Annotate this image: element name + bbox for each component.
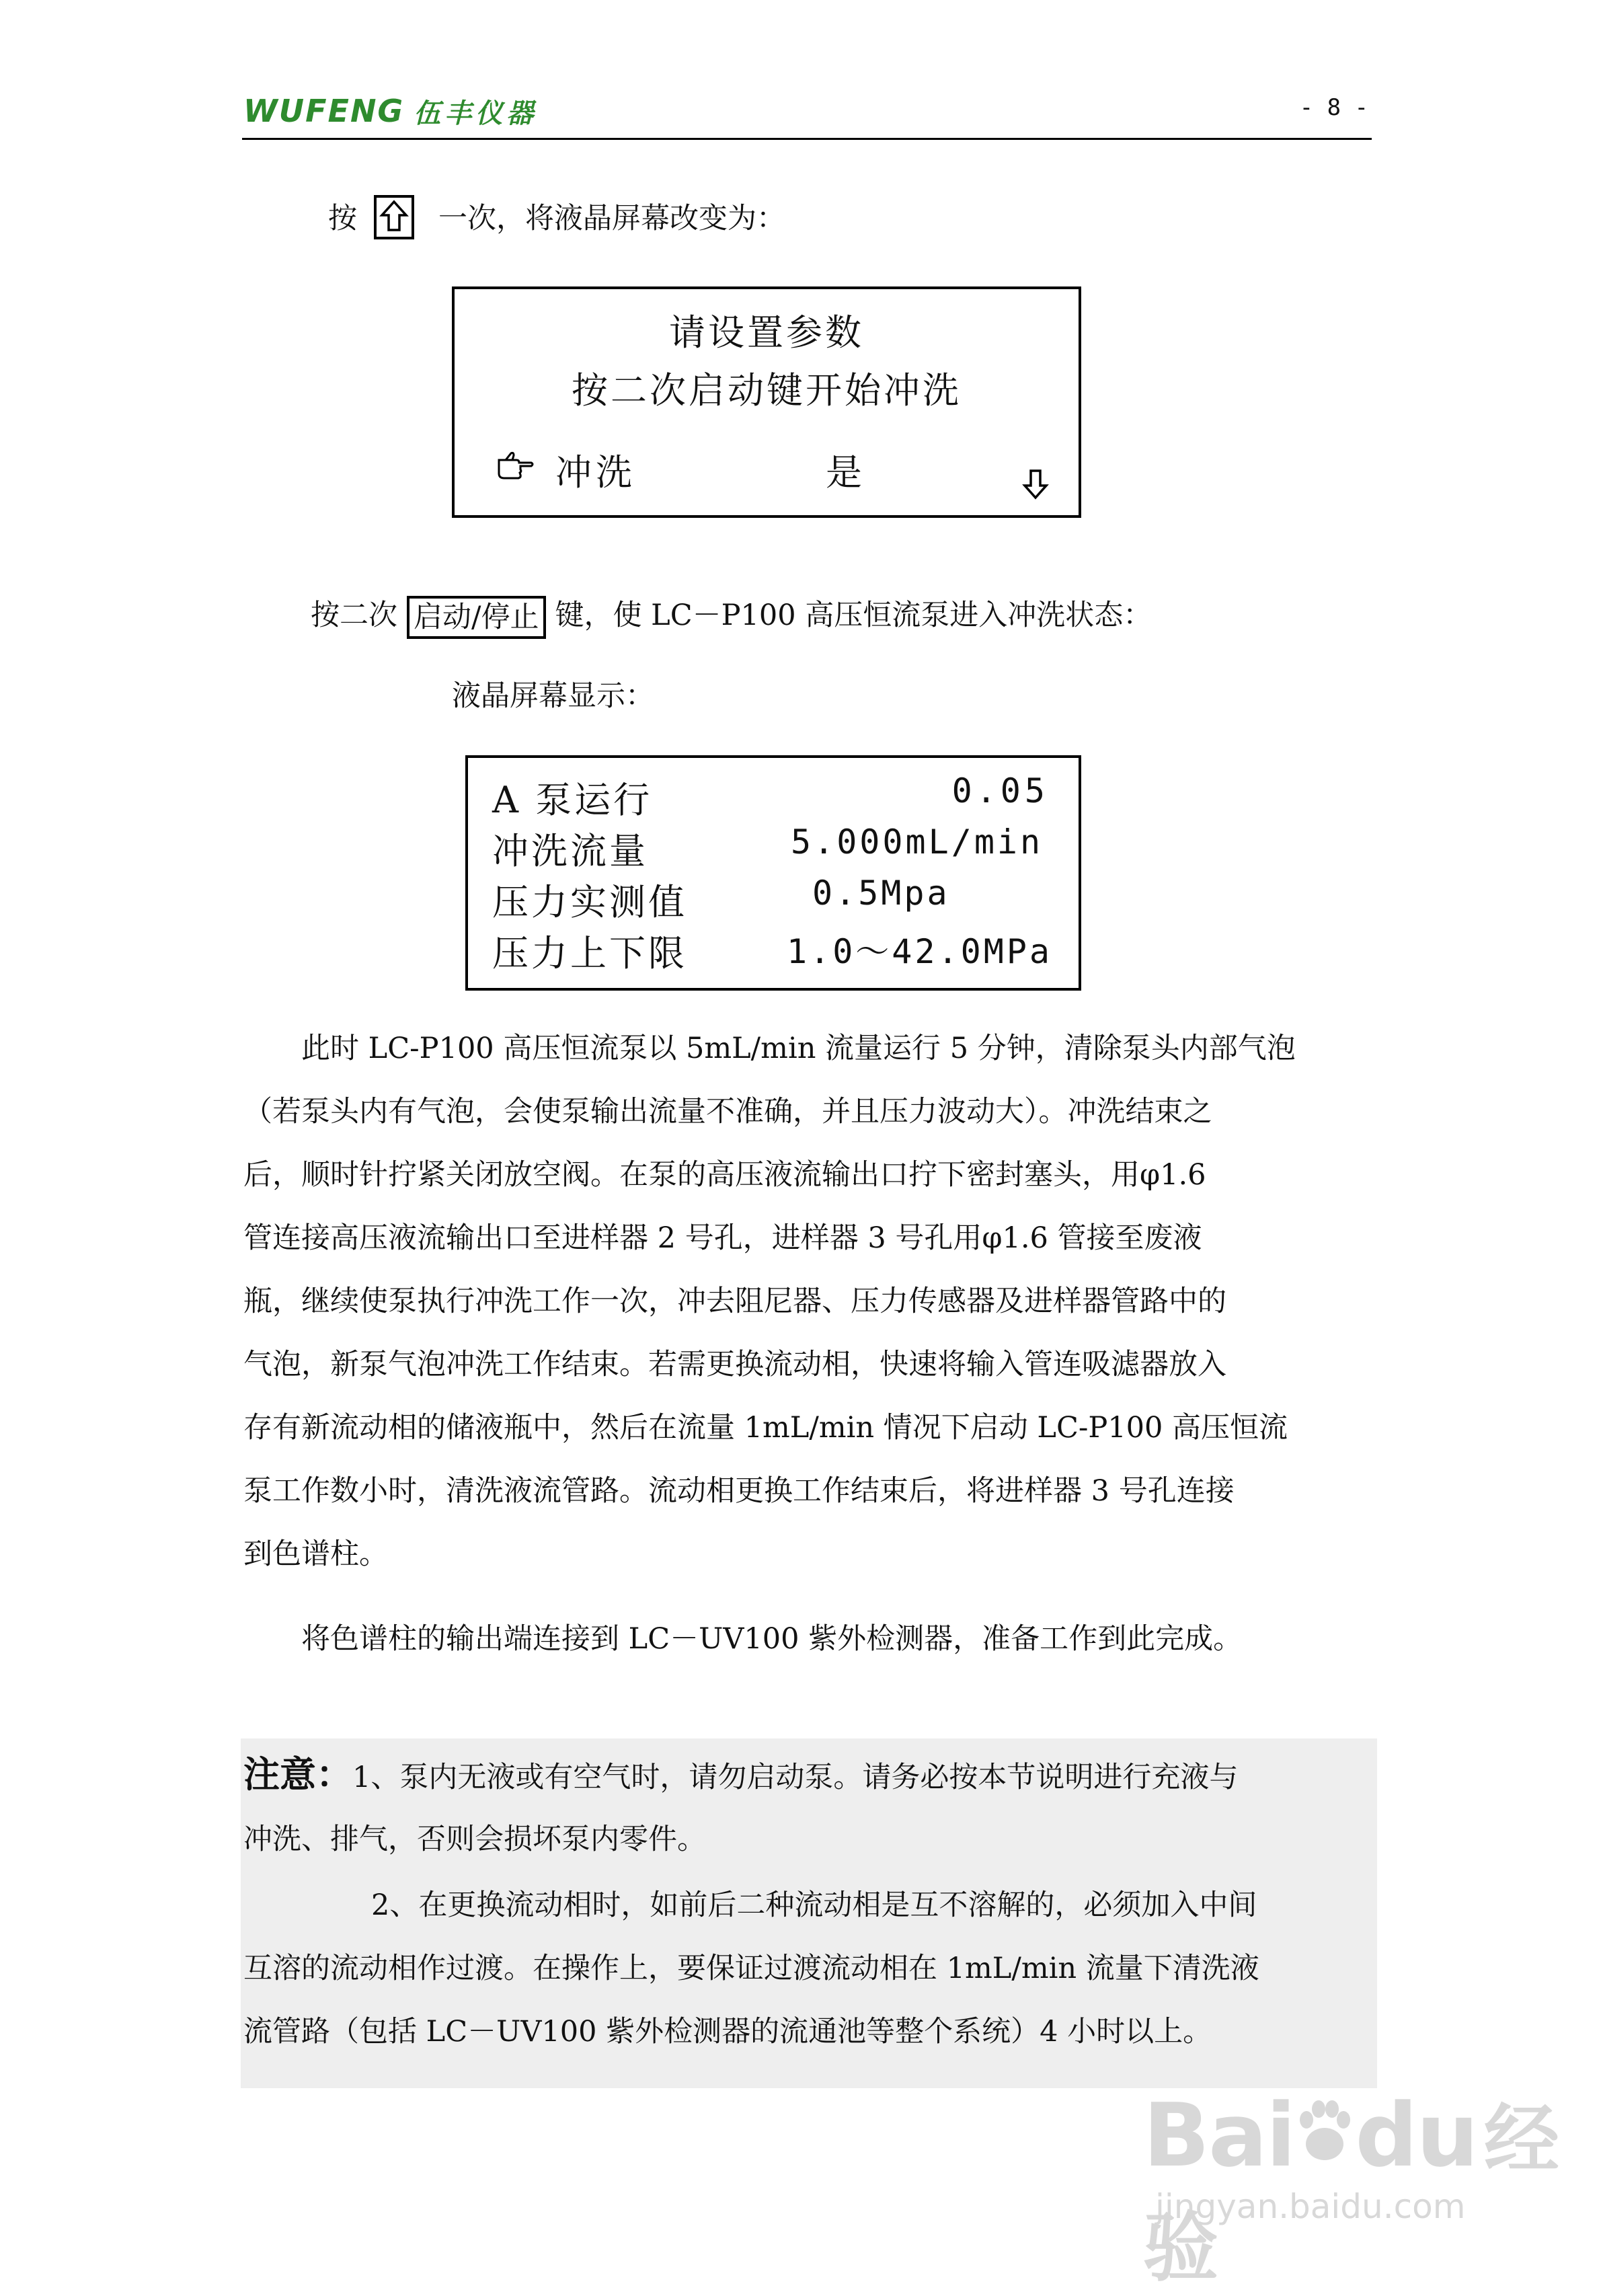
start-stop-key: 启动/停止: [407, 596, 546, 639]
paw-icon: [1294, 2096, 1355, 2170]
watermark-brand-part2: du: [1355, 2084, 1477, 2186]
paragraph-line: 泵工作数小时，清洗液流管路。流动相更换工作结束后，将进样器 3 号孔连接: [243, 1474, 1235, 1508]
step1-prefix: 按: [328, 202, 357, 235]
up-arrow-key: [374, 195, 414, 239]
note-line-4: 互溶的流动相作过渡。在操作上，要保证过渡流动相在 1mL/min 流量下清洗液: [243, 1952, 1259, 1985]
lcd-row-value: 1.0～42.0MPa: [787, 932, 1053, 971]
lcd-screen-settings: [452, 286, 1081, 518]
lcd-intro: 液晶屏幕显示：: [452, 679, 654, 713]
header-divider: [242, 138, 1372, 140]
lcd-row-value: 0.5Mpa: [812, 874, 950, 913]
brand-name-cn: 伍丰仪器: [414, 98, 538, 129]
step2-text: 键，使 LC－P100 高压恒流泵进入冲洗状态：: [555, 599, 1153, 632]
watermark-cn: 经验: [1143, 2096, 1558, 2292]
paragraph-line: （若泵头内有气泡，会使泵输出流量不准确，并且压力波动大）。冲洗结束之: [243, 1095, 1212, 1128]
body-paragraph: [243, 1017, 1374, 1586]
paragraph-line: 存有新流动相的储液瓶中，然后在流量 1mL/min 情况下启动 LC-P100 高压恒流: [243, 1411, 1288, 1445]
lcd-line-instruction: 按二次启动键开始冲洗: [572, 369, 962, 412]
paragraph-line: 管连接高压液流输出口至进样器 2 号孔，进样器 3 号孔用φ1.6 管接至废液: [243, 1221, 1202, 1255]
lcd-row-label: 压力实测值: [492, 881, 687, 923]
step2-line: [311, 595, 1152, 639]
note-line-5: 流管路（包括 LC－UV100 紫外检测器的流通池等整个系统）4 小时以上。: [243, 2015, 1212, 2049]
paragraph-line: 瓶，继续使泵执行冲洗工作一次，冲去阻尼器、压力传感器及进样器管路中的: [243, 1285, 1226, 1318]
brand-logo: [243, 91, 537, 131]
note-line-2: 冲洗、排气，否则会损坏泵内零件。: [243, 1823, 706, 1856]
lcd-row-label: 压力上下限: [492, 932, 687, 974]
hand-pointer-icon: [496, 449, 535, 482]
note-line-1: [243, 1743, 1374, 1809]
lcd-row-value: 0.05: [951, 771, 1049, 810]
lcd-item-label: 冲洗: [555, 451, 636, 494]
lcd-screen-flushing: [465, 755, 1081, 991]
brand-name-en: WUFENG: [243, 93, 405, 129]
lcd-item-value: 是: [826, 451, 862, 494]
note-heading: 注意：: [243, 1753, 352, 1796]
lcd-row-label: A 泵运行: [492, 779, 653, 821]
down-arrow-icon: [1021, 467, 1050, 502]
step1-text: 一次，将液晶屏幕改变为：: [438, 202, 785, 235]
lcd-row-value: 5.000mL/min: [791, 822, 1044, 862]
paragraph-line: 此时 LC-P100 高压恒流泵以 5mL/min 流量运行 5 分钟，清除泵头内部气泡: [301, 1032, 1296, 1065]
lcd-row-label: 冲洗流量: [492, 830, 648, 872]
lcd-line-title: 请设置参数: [669, 311, 864, 354]
up-arrow-icon: [377, 198, 412, 237]
paragraph-line: 气泡，新泵气泡冲洗工作结束。若需更换流动相，快速将输入管连吸滤器放入: [243, 1348, 1226, 1381]
step2-prefix: 按二次: [311, 599, 397, 632]
note-line-3: 2、在更换流动相时，如前后二种流动相是互不溶解的，必须加入中间: [371, 1888, 1257, 1922]
paragraph-line: 后，顺时针拧紧关闭放空阀。在泵的高压液流输出口拧下密封塞头，用φ1.6: [243, 1158, 1206, 1192]
watermark-url: jingyan.baidu.com: [1155, 2187, 1466, 2226]
watermark-brand-part1: Bai: [1143, 2084, 1295, 2186]
page-number: - 8 -: [1299, 94, 1368, 121]
body-paragraph-2: 将色谱柱的输出端连接到 LC－UV100 紫外检测器，准备工作到此完成。: [301, 1622, 1243, 1656]
note-text: 1、泵内无液或有空气时，请勿启动泵。请务必按本节说明进行充液与: [352, 1761, 1239, 1794]
paragraph-line: 到色谱柱。: [243, 1537, 388, 1571]
